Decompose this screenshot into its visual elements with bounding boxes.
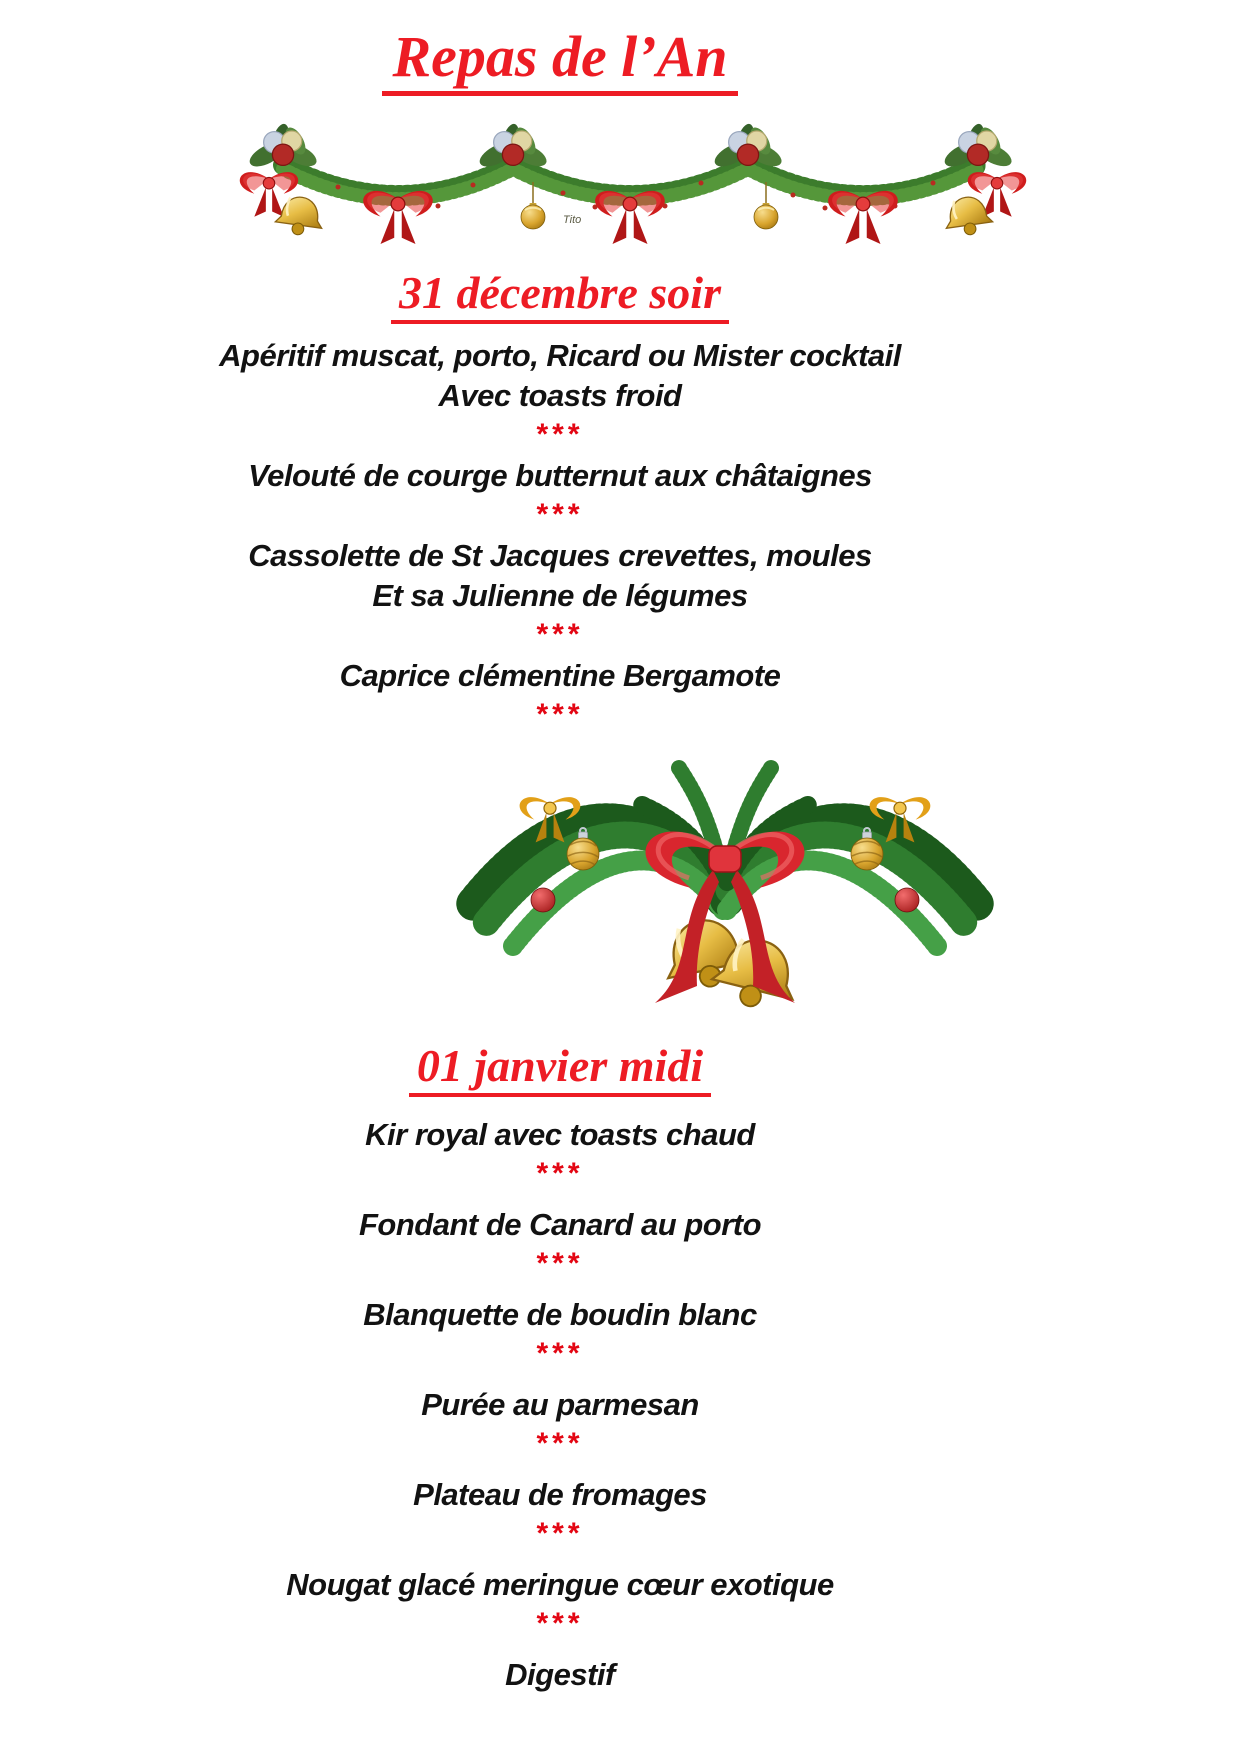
menu-item-line: Cassolette de St Jacques crevettes, moules (248, 537, 872, 573)
menu-section-01-janvier (0, 1039, 1120, 1695)
menu-course (0, 656, 1120, 696)
page-title-text: Repas de l’An (382, 24, 737, 96)
menu-course (0, 1385, 1120, 1425)
holly-flower-icon (941, 122, 1015, 171)
menu-course (0, 456, 1120, 496)
christmas-garland-top (233, 113, 1073, 245)
course-separator: *** (536, 1427, 584, 1461)
menu-course (0, 1115, 1120, 1155)
bell-icon (273, 194, 325, 238)
red-ball-icon (531, 888, 555, 912)
course-separator: *** (536, 1337, 584, 1371)
section-heading-text: 31 décembre soir (391, 267, 729, 324)
red-bow-icon (363, 191, 433, 244)
menu-item-line: Et sa Julienne de légumes (372, 577, 748, 613)
red-bow-icon (595, 191, 665, 244)
holly-flower-icon (246, 122, 320, 171)
menu-item-line: Plateau de fromages (413, 1477, 707, 1513)
menu-course (0, 536, 1120, 616)
bell-icon (942, 194, 994, 238)
menu-item-line: Avec toasts froid (438, 377, 682, 413)
menu-item-line: Purée au parmesan (421, 1387, 699, 1423)
menu-item-line: Digestif (505, 1657, 615, 1693)
course-separator: *** (536, 497, 584, 531)
section-heading (0, 1039, 1120, 1093)
menu-item-line: Kir royal avec toasts chaud (365, 1117, 755, 1153)
menu-course (0, 1475, 1120, 1515)
menu-item-line: Nougat glacé meringue cœur exotique (286, 1567, 834, 1603)
menu-course (0, 336, 1120, 416)
section-heading-text: 01 janvier midi (409, 1040, 711, 1097)
course-separator: *** (536, 1247, 584, 1281)
christmas-garland-center (455, 742, 995, 1034)
course-separator: *** (536, 1157, 584, 1191)
holly-flower-icon (711, 122, 785, 171)
menu-course (0, 1295, 1120, 1335)
course-separator: *** (536, 417, 584, 451)
artist-signature: Tito (562, 213, 581, 226)
course-separator: *** (536, 1607, 584, 1641)
course-separator: *** (536, 617, 584, 651)
menu-item-line: Caprice clémentine Bergamote (339, 657, 781, 693)
red-ball-icon (895, 888, 919, 912)
page-title (0, 24, 1120, 91)
course-separator: *** (536, 697, 584, 731)
red-bow-icon (828, 191, 898, 244)
menu-item-line: Velouté de courge butternut aux châtaignes (248, 457, 872, 493)
menu-item-line: Fondant de Canard au porto (358, 1207, 762, 1243)
menu-item-line: Blanquette de boudin blanc (363, 1297, 757, 1333)
menu-column (0, 24, 1120, 1695)
menu-course (0, 1565, 1120, 1605)
menu-section-31-decembre (0, 266, 1120, 731)
course-separator: *** (536, 1517, 584, 1551)
menu-course (0, 1205, 1120, 1245)
section-heading (0, 266, 1120, 320)
menu-item-line: Apéritif muscat, porto, Ricard ou Mister cocktail (219, 337, 901, 373)
menu-course (0, 1655, 1120, 1695)
holly-flower-icon (476, 122, 550, 171)
gold-ornament-icon (754, 182, 778, 229)
